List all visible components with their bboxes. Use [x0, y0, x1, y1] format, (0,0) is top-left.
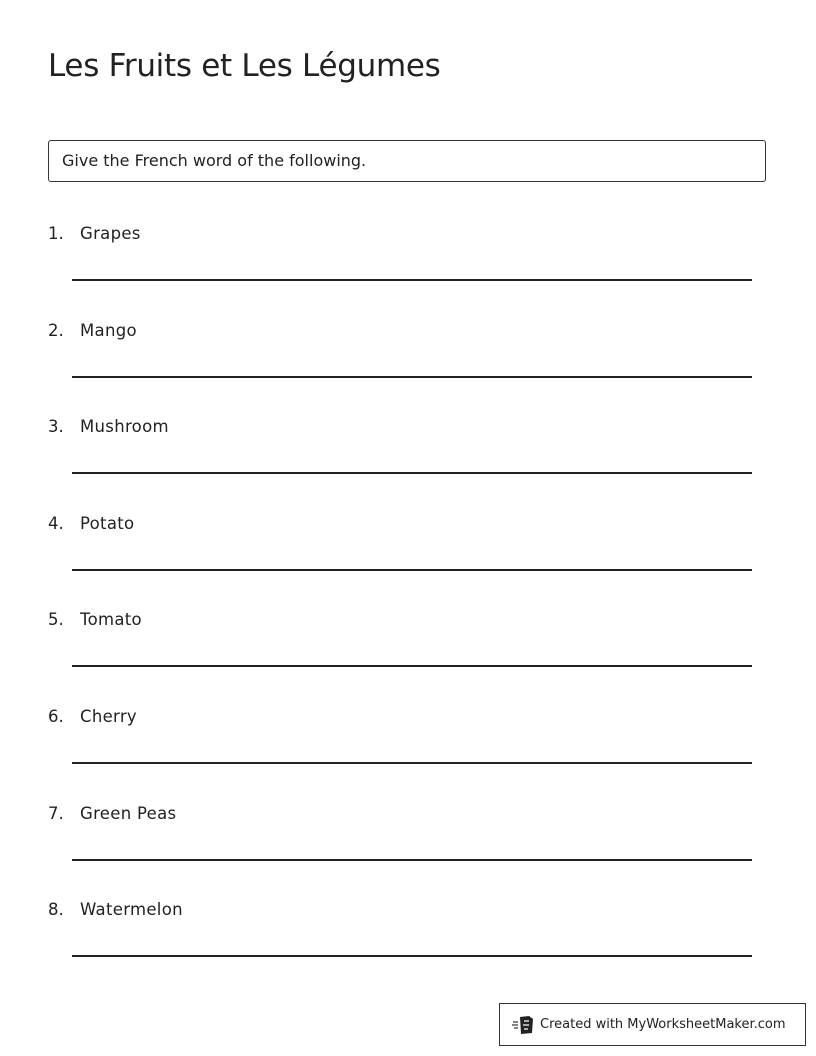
question-word: Grapes — [80, 224, 141, 243]
answer-line[interactable] — [72, 279, 752, 281]
page-title: Les Fruits et Les Légumes — [48, 48, 441, 84]
footer-text: Created with MyWorksheetMaker.com — [540, 1017, 786, 1032]
answer-line[interactable] — [72, 665, 752, 667]
question-item — [0, 379, 816, 476]
question-word: Mango — [80, 320, 137, 340]
answer-line[interactable] — [72, 472, 752, 474]
question-number: 5. — [48, 610, 64, 630]
question-number: 4. — [48, 513, 64, 533]
question-number: 2. — [48, 320, 64, 340]
question-number: 1. — [48, 224, 64, 243]
worksheet-logo-icon — [512, 1015, 534, 1035]
question-word: Tomato — [80, 610, 142, 630]
question-item — [0, 476, 816, 573]
question-number: 3. — [48, 417, 64, 437]
question-item — [0, 669, 816, 766]
question-number: 6. — [48, 706, 64, 726]
answer-line[interactable] — [72, 376, 752, 378]
question-item — [0, 186, 816, 283]
question-item — [0, 283, 816, 380]
question-number: 8. — [48, 900, 64, 920]
question-list — [0, 186, 816, 959]
question-word: Mushroom — [80, 417, 169, 437]
question-number: 7. — [48, 803, 64, 823]
question-item — [0, 572, 816, 669]
question-word: Watermelon — [80, 900, 183, 920]
instruction-box: Give the French word of the following. — [48, 140, 766, 182]
question-item — [0, 766, 816, 863]
answer-line[interactable] — [72, 859, 752, 861]
footer-badge[interactable] — [499, 1003, 806, 1046]
question-word: Potato — [80, 513, 135, 533]
question-word: Green Peas — [80, 803, 177, 823]
answer-line[interactable] — [72, 955, 752, 957]
answer-line[interactable] — [72, 569, 752, 571]
question-word: Cherry — [80, 706, 137, 726]
question-item — [0, 862, 816, 959]
answer-line[interactable] — [72, 762, 752, 764]
